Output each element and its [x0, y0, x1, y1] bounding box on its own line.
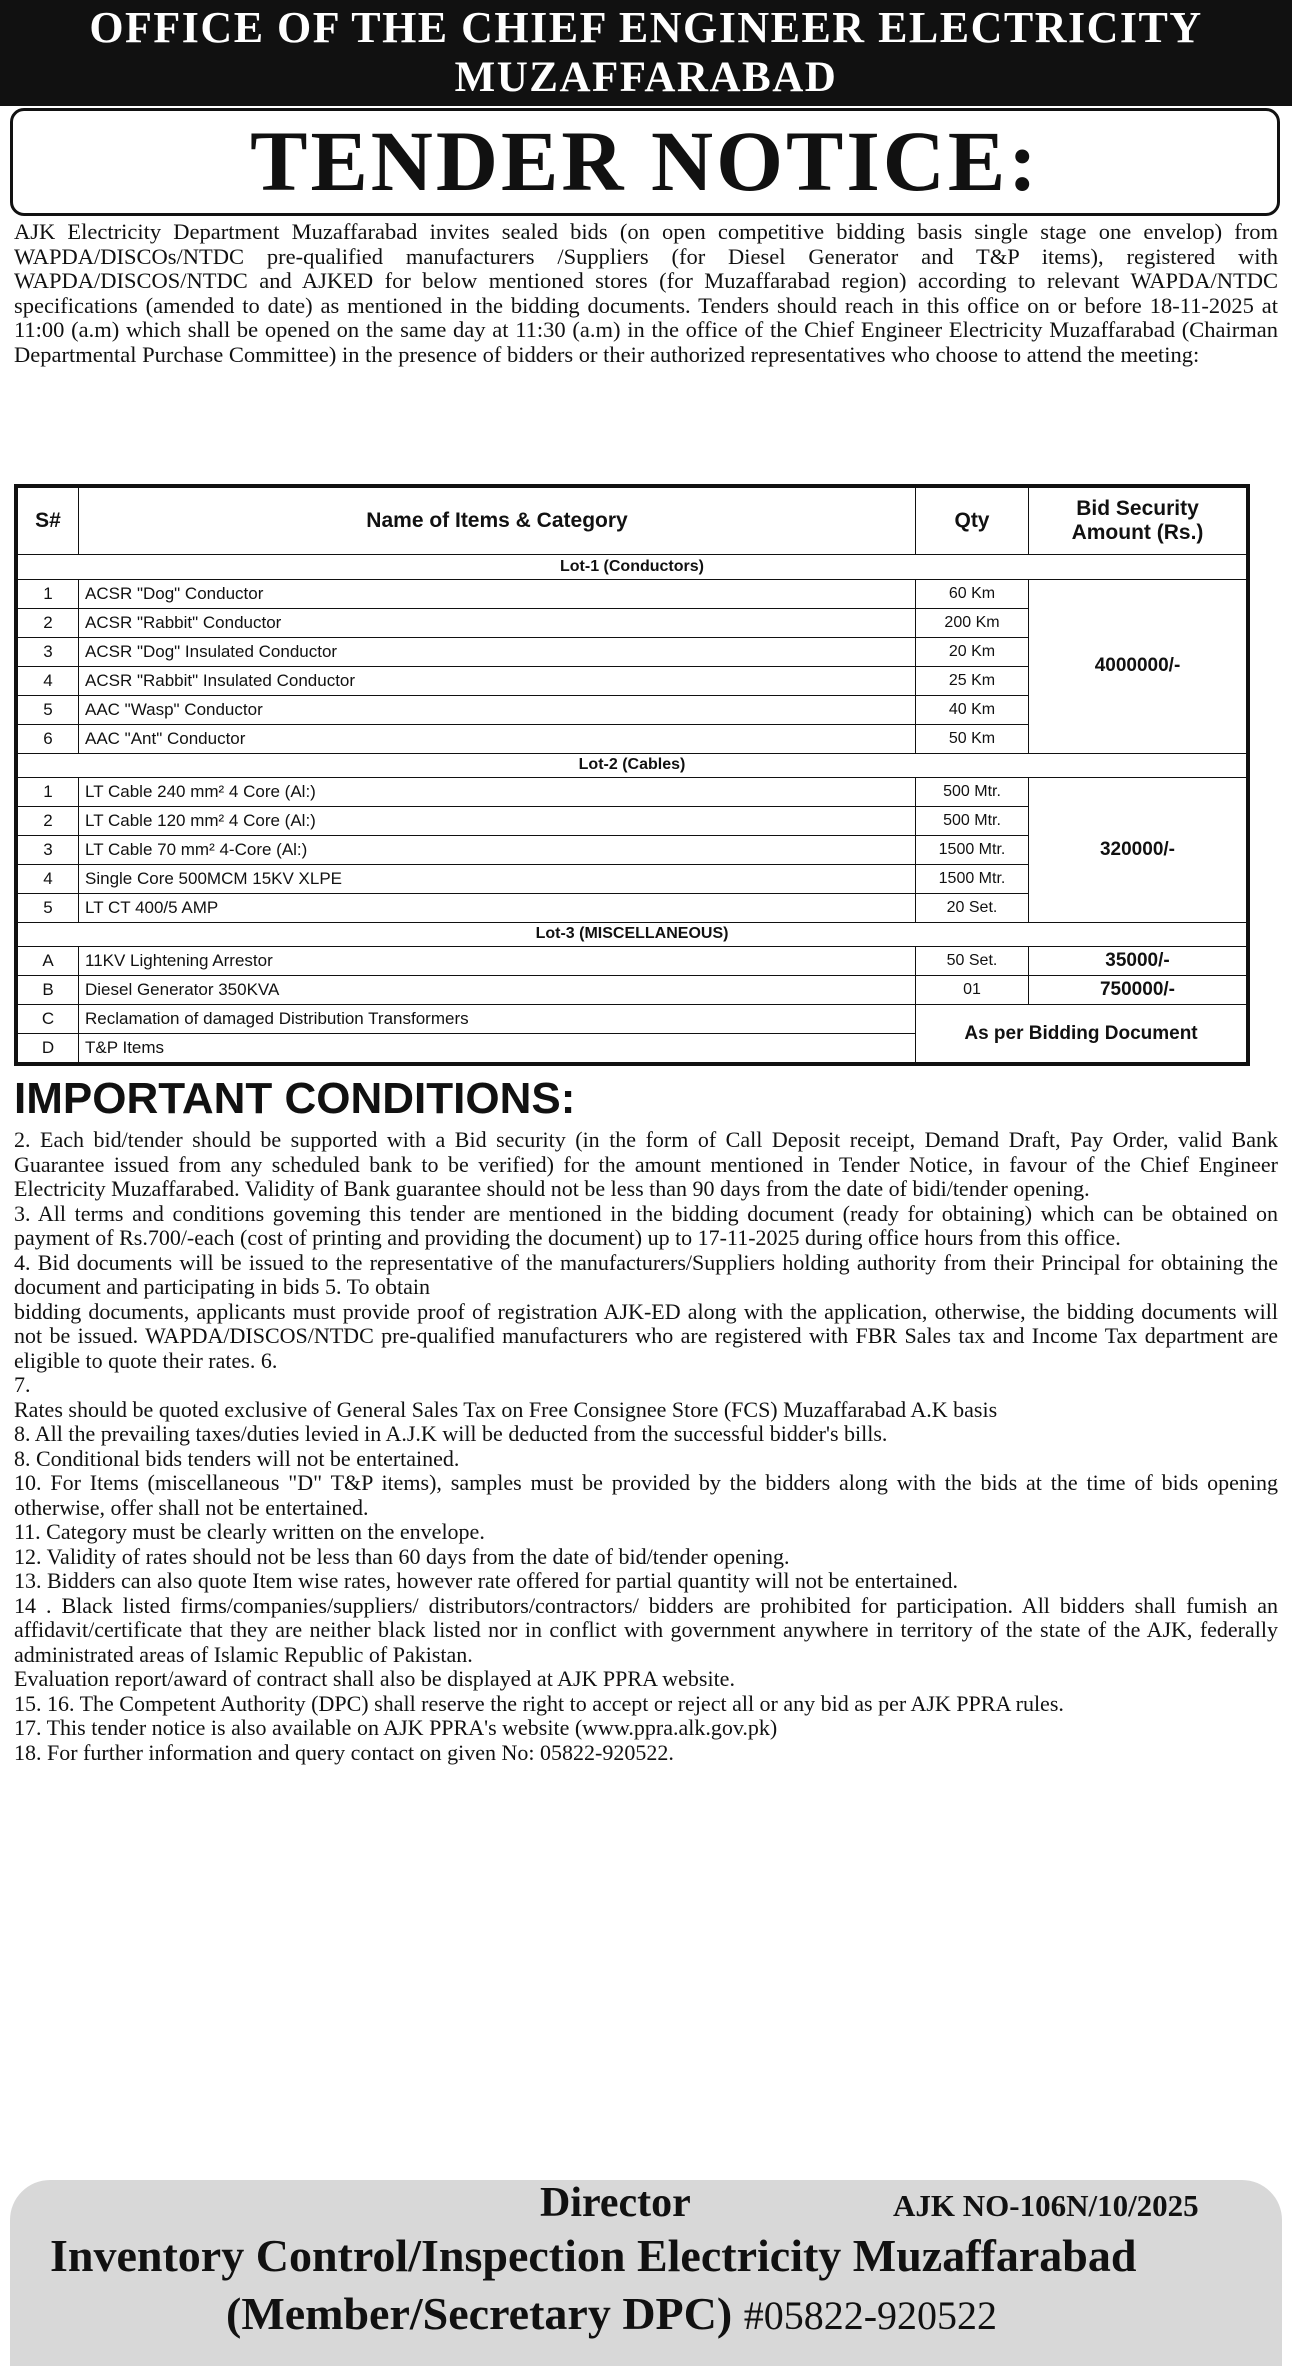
item-name: Diesel Generator 350KVA	[79, 976, 916, 1005]
condition-item: Evaluation report/award of contract shall also be displayed at AJK PPRA website.	[14, 1666, 735, 1691]
condition-item: 17. This tender notice is also available on AJK PPRA's website (www.ppra.alk.gov.pk)	[14, 1715, 778, 1740]
header-amount: Bid Security Amount (Rs.)	[1029, 488, 1247, 555]
table-row	[18, 1005, 1247, 1034]
item-sn: 4	[18, 864, 79, 893]
item-name: T&P Items	[79, 1034, 916, 1063]
bidding-document-note: As per Bidding Document	[916, 1005, 1247, 1063]
item-sn: D	[18, 1034, 79, 1063]
item-sn: 2	[18, 608, 79, 637]
item-sn: 1	[18, 580, 79, 609]
item-sn: C	[18, 1005, 79, 1034]
lot-title: Lot-2 (Cables)	[18, 753, 1247, 778]
office-header	[0, 0, 1292, 106]
condition-item: 12. Validity of rates should not be less than 60 days from the date of bid/tender opening.	[14, 1543, 790, 1569]
header-name: Name of Items & Category	[79, 488, 916, 555]
conditions-list	[14, 1128, 1278, 1765]
condition-item: 15. 16. The Competent Authority (DPC) shall reserve the right to accept or reject all or any bid as per AJK PPRA rules.	[14, 1690, 1064, 1716]
condition-item: 3. All terms and conditions goveming this tender are mentioned in the bidding document (ready for obtaining) which can be obtained on payment of Rs.700/-each (cost of printing and providing the document) up to 17-11-2025 during office hours from this office.	[14, 1200, 1278, 1250]
lot-title: Lot-1 (Conductors)	[18, 555, 1247, 580]
conditions-heading: IMPORTANT CONDITIONS:	[14, 1074, 576, 1123]
item-name: ACSR "Dog" Conductor	[79, 580, 916, 609]
item-sn: 3	[18, 637, 79, 666]
condition-item: 2. Each bid/tender should be supported with a Bid security (in the form of Call Deposit receipt, Demand Draft, Pay Order, valid Bank Guarantee issued from any scheduled bank to be verified) for the amount mentioned in Tender Notice, in favour of the Chief Engineer Electricity Muzaffarabed. Validity of Bank guarantee should not be less than 90 days from the date of bidi/tender opening.	[14, 1127, 1278, 1201]
condition-item: 7.	[14, 1372, 31, 1397]
contact-phone: #05822-920522	[743, 2293, 998, 2338]
lot-header-row	[18, 753, 1247, 778]
member-secretary-line	[226, 2286, 997, 2344]
office-title-line1: OFFICE OF THE CHIEF ENGINEER ELECTRICITY	[89, 3, 1203, 52]
condition-item: 4. Bid documents will be issued to the representative of the manufacturers/Suppliers holding authority from their Principal for obtaining the document and participating in bids 5. To obtain	[14, 1249, 1278, 1299]
condition-item: 8. Conditional bids tenders will not be entertained.	[14, 1445, 460, 1471]
director-department: Inventory Control/Inspection Electricity Muzaffarabad	[50, 2230, 1137, 2281]
item-qty: 200 Km	[916, 608, 1029, 637]
condition-item: 13. Bidders can also quote Item wise rates, however rate offered for partial quantity will not be entertained.	[14, 1568, 959, 1593]
lot-header-row	[18, 922, 1247, 947]
table-row	[18, 976, 1247, 1005]
condition-item: Rates should be quoted exclusive of General Sales Tax on Free Consignee Store (FCS) Muzaffarabad A.K basis	[14, 1396, 998, 1422]
item-name: LT Cable 240 mm² 4 Core (Al:)	[79, 778, 916, 807]
condition-item: 14 . Black listed firms/companies/suppliers/ distributors/contractors/ bidders are prohibited for participation. All bidders shall fumish an affidavit/certificate that they are neither black listed nor in conflict with government anywhere in territory of the state of the AJK, federally administrated areas of Islamic Republic of Pakistan.	[14, 1592, 1278, 1667]
item-qty: 25 Km	[916, 666, 1029, 695]
condition-item: 11. Category must be clearly written on the envelope.	[14, 1519, 485, 1544]
item-sn: 3	[18, 835, 79, 864]
header-qty: Qty	[916, 488, 1029, 555]
item-qty: 50 Set.	[916, 947, 1029, 976]
item-name: LT CT 400/5 AMP	[79, 893, 916, 922]
lot-amount: 4000000/-	[1029, 580, 1247, 753]
lot-header-row	[18, 555, 1247, 580]
item-amount: 750000/-	[1029, 976, 1247, 1005]
item-name: LT Cable 70 mm² 4-Core (Al:)	[79, 835, 916, 864]
item-name: ACSR "Rabbit" Conductor	[79, 608, 916, 637]
items-table	[14, 484, 1250, 1066]
item-qty: 500 Mtr.	[916, 807, 1029, 836]
intro-paragraph: AJK Electricity Department Muzaffarabad invites sealed bids (on open competitive bidding basis single stage one envelop) from WAPDA/DISCOs/NTDC pre-qualified manufacturers /Suppliers (for Diesel Generator and T&P items), registered with WAPDA/DISCOS/NTDC and AJKED for below mentioned stores (for Muzaffarabad region) according to relevant WAPDA/NTDC specifications (amended to date) as mentioned in the bidding documents. Tenders should reach in this office on or before 18-11-2025 at 11:00 (a.m) which shall be opened on the same day at 11:30 (a.m) in the office of the Chief Engineer Electricity Muzaffarabad (Chairman Departmental Purchase Committee) in the presence of bidders or their authorized representatives who choose to attend the meeting:	[14, 219, 1278, 367]
item-qty: 20 Set.	[916, 893, 1029, 922]
item-sn: 2	[18, 807, 79, 836]
reference-number: AJK NO-106N/10/2025	[893, 2188, 1199, 2223]
lot-amount: 320000/-	[1029, 778, 1247, 923]
item-sn: 5	[18, 695, 79, 724]
item-name: AAC "Wasp" Conductor	[79, 695, 916, 724]
condition-item: 8. All the prevailing taxes/duties levied in A.J.K will be deducted from the successful bidder's bills.	[14, 1421, 888, 1446]
item-sn: B	[18, 976, 79, 1005]
item-name: AAC "Ant" Conductor	[79, 724, 916, 753]
item-sn: 5	[18, 893, 79, 922]
item-qty: 40 Km	[916, 695, 1029, 724]
item-name: 11KV Lightening Arrestor	[79, 947, 916, 976]
item-sn: 6	[18, 724, 79, 753]
item-qty: 500 Mtr.	[916, 778, 1029, 807]
tender-notice-title: TENDER NOTICE:	[10, 108, 1280, 216]
item-qty: 60 Km	[916, 580, 1029, 609]
header-sn: S#	[18, 488, 79, 555]
table-row	[18, 778, 1247, 807]
item-sn: A	[18, 947, 79, 976]
item-name: ACSR "Rabbit" Insulated Conductor	[79, 666, 916, 695]
office-title-line2: MUZAFFARABAD	[454, 54, 838, 101]
item-qty: 01	[916, 976, 1029, 1005]
item-qty: 1500 Mtr.	[916, 864, 1029, 893]
director-title: Director	[540, 2180, 691, 2226]
item-sn: 1	[18, 778, 79, 807]
table-row	[18, 580, 1247, 609]
item-name: Single Core 500MCM 15KV XLPE	[79, 864, 916, 893]
item-qty: 50 Km	[916, 724, 1029, 753]
table-row	[18, 947, 1247, 976]
table-header-row	[18, 488, 1247, 555]
item-qty: 20 Km	[916, 637, 1029, 666]
item-name: Reclamation of damaged Distribution Transformers	[79, 1005, 916, 1034]
condition-item: 10. For Items (miscellaneous "D" T&P items), samples must be provided by the bidders along with the bids at the time of bids opening otherwise, offer shall not be entertained.	[14, 1470, 1278, 1520]
condition-item: 18. For further information and query contact on given No: 05822-920522.	[14, 1739, 674, 1765]
item-name: LT Cable 120 mm² 4 Core (Al:)	[79, 807, 916, 836]
lot-title: Lot-3 (MISCELLANEOUS)	[18, 922, 1247, 947]
condition-item: bidding documents, applicants must provide proof of registration AJK-ED along with the application, otherwise, the bidding documents will not be issued. WAPDA/DISCOS/NTDC pre-qualified manufacturers who are registered with FBR Sales tax and Income Tax department are eligible to quote their rates. 6.	[14, 1298, 1278, 1373]
item-amount: 35000/-	[1029, 947, 1247, 976]
item-sn: 4	[18, 666, 79, 695]
item-name: ACSR "Dog" Insulated Conductor	[79, 637, 916, 666]
item-qty: 1500 Mtr.	[916, 835, 1029, 864]
member-secretary-label: (Member/Secretary DPC)	[226, 2288, 733, 2339]
